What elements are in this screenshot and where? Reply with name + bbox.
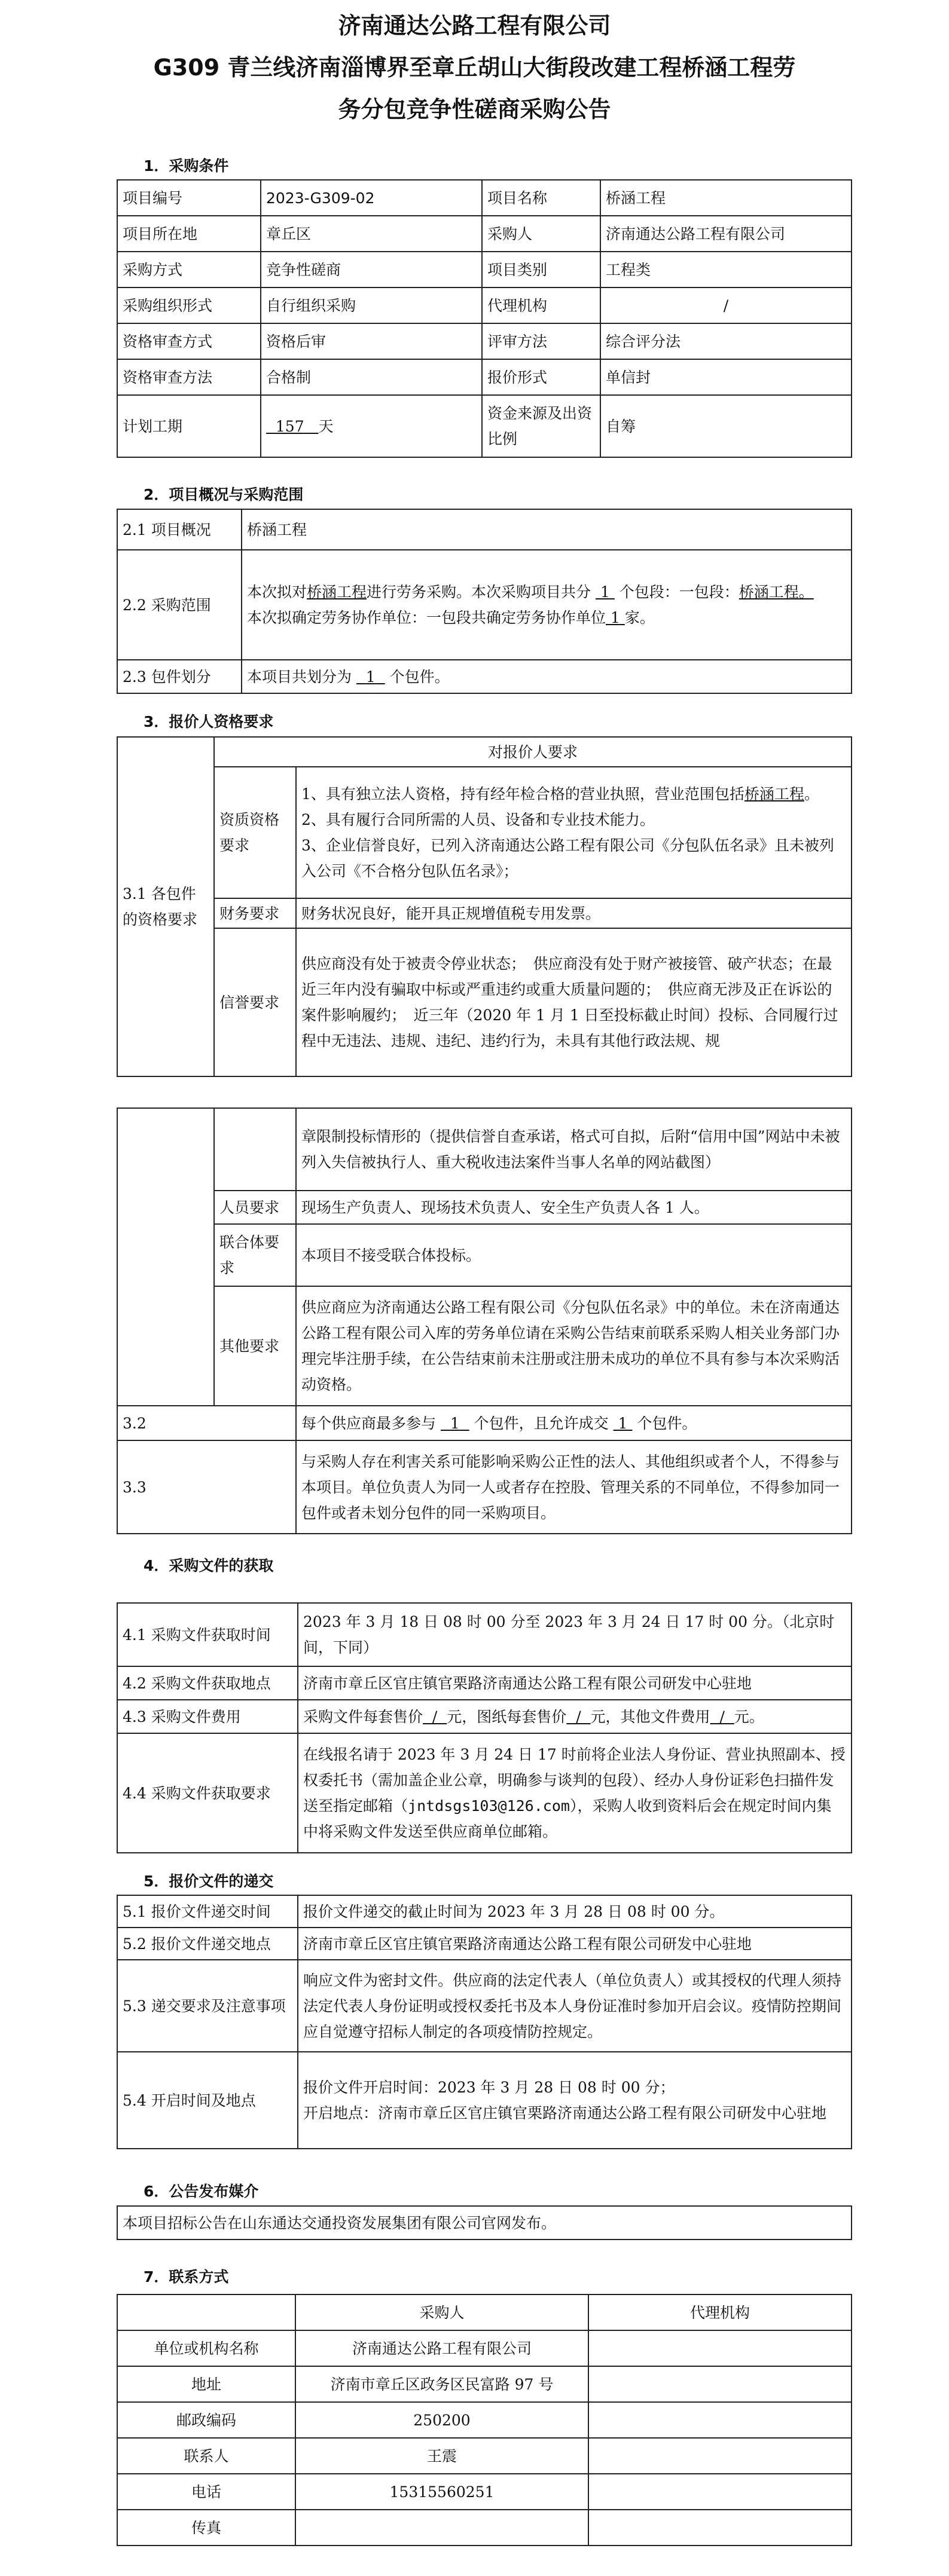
cell-value: 2023 年 3 月 18 日 08 时 00 分至 2023 年 3 月 24 日 17 时 00 分。（北京时间，下同） (298, 1603, 852, 1666)
cell-label: 电话 (117, 2474, 295, 2510)
section-1-heading: 1．采购条件 (144, 157, 229, 175)
notice-title-line2: 务分包竞争性磋商采购公告 (338, 96, 611, 123)
cell-label: 信誉要求 (214, 928, 296, 1076)
cell-label: 2.1 项目概况 (117, 509, 242, 550)
section-7-heading: 7．联系方式 (144, 2268, 229, 2286)
cell-value (296, 767, 852, 898)
cell-label: 单位或机构名称 (117, 2330, 295, 2366)
table-row (117, 359, 852, 395)
table-row (117, 216, 852, 252)
cell-label: 项目名称 (482, 180, 600, 216)
email-address[interactable]: jntdsgs103@126.com (408, 1797, 570, 1815)
cell-label: 财务要求 (214, 898, 296, 928)
cell-value: 济南市章丘区官庄镇官栗路济南通达公路工程有限公司研发中心驻地 (298, 1928, 852, 1960)
table-row (117, 1666, 852, 1700)
cell-value: 济南通达公路工程有限公司 (295, 2330, 588, 2366)
cell-value: 综合评分法 (600, 323, 852, 359)
table-row (117, 2294, 852, 2330)
table-header: 采购人 (295, 2294, 588, 2330)
table-row (117, 395, 852, 457)
table-row (117, 898, 852, 928)
cell-value: 合格制 (261, 359, 482, 395)
cell-value (588, 2330, 852, 2366)
cell-value: 资格后审 (261, 323, 482, 359)
cell-value (588, 2474, 852, 2510)
table-row (117, 1700, 852, 1733)
project-overview-table (117, 509, 852, 694)
cell-value: 2023-G309-02 (261, 180, 482, 216)
cell-label: 5.4 开启时间及地点 (117, 2052, 298, 2149)
table-header: 对报价人要求 (214, 737, 852, 767)
cell-value: 章限制投标情形的（提供信誉自查承诺，格式可自拟，后附“信用中国”网站中未被列入失信被执行人、重大税收违法案件当事人名单的网站截图） (296, 1108, 852, 1191)
company-title: 济南通达公路工程有限公司 (338, 13, 611, 39)
cell-value (295, 2510, 588, 2546)
table-row (117, 1733, 852, 1853)
notice-title-line1: G309 青兰线济南淄博界至章丘胡山大街段改建工程桥涵工程劳 (153, 54, 796, 81)
cell-label (117, 1108, 214, 1406)
qualification-item-1: 1、具有独立法人资格，持有经年检合格的营业执照，营业范围包括桥涵工程。 (301, 785, 819, 803)
cell-label: 资金来源及出资比例 (482, 395, 600, 457)
cell-value: 章丘区 (261, 216, 482, 252)
cell-label: 2.3 包件划分 (117, 660, 242, 693)
cell-label: 评审方法 (482, 323, 600, 359)
cell-label: 其他要求 (214, 1286, 296, 1406)
table-row (117, 1603, 852, 1666)
cell-value: 自行组织采购 (261, 287, 482, 323)
duration-unit: 天 (318, 417, 334, 435)
cell-label: 人员要求 (214, 1191, 296, 1224)
table-row (117, 2052, 852, 2149)
table-row (117, 2474, 852, 2510)
cell-value: 济南通达公路工程有限公司 (600, 216, 852, 252)
table-row (117, 767, 852, 898)
table-row (117, 1928, 852, 1960)
cell-label: 采购人 (482, 216, 600, 252)
table-row (117, 928, 852, 1076)
cell-value: 桥涵工程 (242, 509, 852, 550)
cell-value: 济南市章丘区官庄镇官栗路济南通达公路工程有限公司研发中心驻地 (298, 1666, 852, 1700)
cell-label: 代理机构 (482, 287, 600, 323)
table-row (117, 287, 852, 323)
scope-paragraph: 本次拟对桥涵工程进行劳务采购。本次采购项目共分 1 个包段：一包段：桥涵工程。 (247, 583, 814, 601)
table-row (117, 1191, 852, 1224)
cell-label: 传真 (117, 2510, 295, 2546)
table-row (117, 1440, 852, 1534)
cell-value: 供应商应为济南通达公路工程有限公司《分包队伍名录》中的单位。未在济南通达公路工程有限公司入库的劳务单位请在采购公告结束前联系采购人相关业务部门办理完毕注册手续，在公告结束前未注册或注册未成功的单位不具有参与本次采购活动资格。 (296, 1286, 852, 1406)
cell-label: 采购方式 (117, 252, 261, 287)
cell-value: 250200 (295, 2402, 588, 2438)
cell-label: 项目编号 (117, 180, 261, 216)
table-row (117, 660, 852, 693)
cell-value: 每个供应商最多参与 1 个包件，且允许成交 1 个包件。 (296, 1406, 852, 1440)
cell-label: 联系人 (117, 2438, 295, 2474)
cell-value: 单信封 (600, 359, 852, 395)
cell-value: 竞争性磋商 (261, 252, 482, 287)
cell-label: 项目所在地 (117, 216, 261, 252)
cell-value (261, 395, 482, 457)
cell-label: 3.3 (117, 1440, 296, 1534)
qualification-table-part1 (117, 736, 852, 1077)
table-row (117, 1406, 852, 1440)
cell-value (242, 550, 852, 660)
table-row (117, 2330, 852, 2366)
duration-number: 157 (275, 417, 304, 435)
section-5-heading: 5．报价文件的递交 (144, 1873, 274, 1890)
cell-value (588, 2510, 852, 2546)
cell-label: 地址 (117, 2366, 295, 2402)
scope-units-paragraph: 本次拟确定劳务协作单位：一包段共确定劳务协作单位 1 家。 (247, 609, 655, 626)
cell-value (588, 2438, 852, 2474)
cell-label: 4.1 采购文件获取时间 (117, 1603, 298, 1666)
cell-value (588, 2366, 852, 2402)
cell-value (588, 2402, 852, 2438)
table-row (117, 1960, 852, 2052)
cell-value: 自筹 (600, 395, 852, 457)
cell-value: 现场生产负责人、现场技术负责人、安全生产负责人各 1 人。 (296, 1191, 852, 1224)
cell-value: 王震 (295, 2438, 588, 2474)
section-2-heading: 2．项目概况与采购范围 (144, 486, 304, 503)
table-header: 代理机构 (588, 2294, 852, 2330)
cell-label: 3.2 (117, 1406, 296, 1440)
cell-label: 5.2 报价文件递交地点 (117, 1928, 298, 1960)
cell-label: 3.1 各包件的资格要求 (117, 737, 214, 1076)
cell-value: 报价文件递交的截止时间为 2023 年 3 月 28 日 08 时 00 分。 (298, 1895, 852, 1928)
contact-table (117, 2294, 852, 2546)
cell-value: 在线报名请于 2023 年 3 月 24 日 17 时前将企业法人身份证、营业执照副本、授权委托书（需加盖企业公章，明确参与谈判的包段）、经办人身份证彩色扫描件发送至指定邮箱（jntdsgs103@126.com），采购人收到资料后会在规定时间内集中将采购文件发送至供应商单位邮箱。 (298, 1733, 852, 1853)
table-row (117, 2510, 852, 2546)
section-3-heading: 3．报价人资格要求 (144, 713, 274, 730)
cell-label: 4.3 采购文件费用 (117, 1700, 298, 1733)
cell-label: 资格审查方式 (117, 323, 261, 359)
table-row (117, 2438, 852, 2474)
table-header (117, 2294, 295, 2330)
table-row (117, 2206, 852, 2240)
table-row (117, 509, 852, 550)
procurement-conditions-table (117, 179, 852, 458)
table-row (117, 252, 852, 287)
cell-label: 资质资格要求 (214, 767, 296, 898)
section-4-heading: 4．采购文件的获取 (144, 1557, 274, 1574)
cell-value (298, 2052, 852, 2149)
cell-value: 本项目招标公告在山东通达交通投资发展集团有限公司官网发布。 (117, 2206, 852, 2240)
cell-label: 2.2 采购范围 (117, 550, 242, 660)
cell-value: 桥涵工程 (600, 180, 852, 216)
table-row (117, 2366, 852, 2402)
table-row (117, 737, 852, 767)
cell-value: 工程类 (600, 252, 852, 287)
cell-label: 项目类别 (482, 252, 600, 287)
cell-value: 供应商没有处于被责令停业状态； 供应商没有处于财产被接管、破产状态；在最近三年内没有骗取中标或严重违约或重大质量问题的； 供应商无涉及正在诉讼的案件影响履约； 近三年（2020 年 1 月 1 日至投标截止时间）投标、合同履行过程中无违法、违规、违纪、违约行为，未具有其他行政法规、规 (296, 928, 852, 1076)
cell-value: 财务状况良好，能开具正规增值税专用发票。 (296, 898, 852, 928)
cell-label: 5.1 报价文件递交时间 (117, 1895, 298, 1928)
opening-time: 报价文件开启时间：2023 年 3 月 28 日 08 时 00 分； (303, 2079, 675, 2096)
table-row (117, 1108, 852, 1191)
cell-label: 资格审查方法 (117, 359, 261, 395)
table-row (117, 1224, 852, 1286)
submission-table (117, 1895, 852, 2149)
table-row (117, 1895, 852, 1928)
qualification-table-part2 (117, 1108, 852, 1534)
cell-label: 计划工期 (117, 395, 261, 457)
cell-label (214, 1108, 296, 1191)
cell-label: 4.2 采购文件获取地点 (117, 1666, 298, 1700)
cell-label: 联合体要求 (214, 1224, 296, 1286)
cell-value: 本项目共划分为 1 个包件。 (242, 660, 852, 693)
cell-label: 邮政编码 (117, 2402, 295, 2438)
section-6-heading: 6．公告发布媒介 (144, 2183, 259, 2200)
cell-label: 采购组织形式 (117, 287, 261, 323)
table-row (117, 2402, 852, 2438)
qualification-item-3: 3、企业信誉良好，已列入济南通达公路工程有限公司《分包队伍名录》且未被列入公司《不合格分包队伍名录》； (301, 837, 834, 880)
table-row (117, 550, 852, 660)
opening-location: 开启地点：济南市章丘区官庄镇官栗路济南通达公路工程有限公司研发中心驻地 (303, 2104, 827, 2122)
table-row (117, 323, 852, 359)
cell-value: 济南市章丘区政务区民富路 97 号 (295, 2366, 588, 2402)
cell-value: 响应文件为密封文件。供应商的法定代表人（单位负责人）或其授权的代理人须持法定代表人身份证明或授权委托书及本人身份证准时参加开启会议。疫情防控期间应自觉遵守招标人制定的各项疫情防控规定。 (298, 1960, 852, 2052)
cell-label: 5.3 递交要求及注意事项 (117, 1960, 298, 2052)
cell-value: 与采购人存在利害关系可能影响采购公正性的法人、其他组织或者个人，不得参与本项目。单位负责人为同一人或者存在控股、管理关系的不同单位，不得参加同一包件或者未划分包件的同一采购项目。 (296, 1440, 852, 1534)
cell-label: 4.4 采购文件获取要求 (117, 1733, 298, 1853)
cell-value: 本项目不接受联合体投标。 (296, 1224, 852, 1286)
qualification-item-2: 2、具有履行合同所需的人员、设备和专业技术能力。 (301, 811, 655, 828)
phone-number: 15315560251 (295, 2474, 588, 2510)
table-row (117, 1286, 852, 1406)
document-acquisition-table (117, 1602, 852, 1853)
cell-value: / (600, 287, 852, 323)
media-table (117, 2205, 852, 2240)
cell-label: 报价形式 (482, 359, 600, 395)
cell-value: 采购文件每套售价 / 元，图纸每套售价 / 元，其他文件费用 / 元。 (298, 1700, 852, 1733)
table-row (117, 180, 852, 216)
